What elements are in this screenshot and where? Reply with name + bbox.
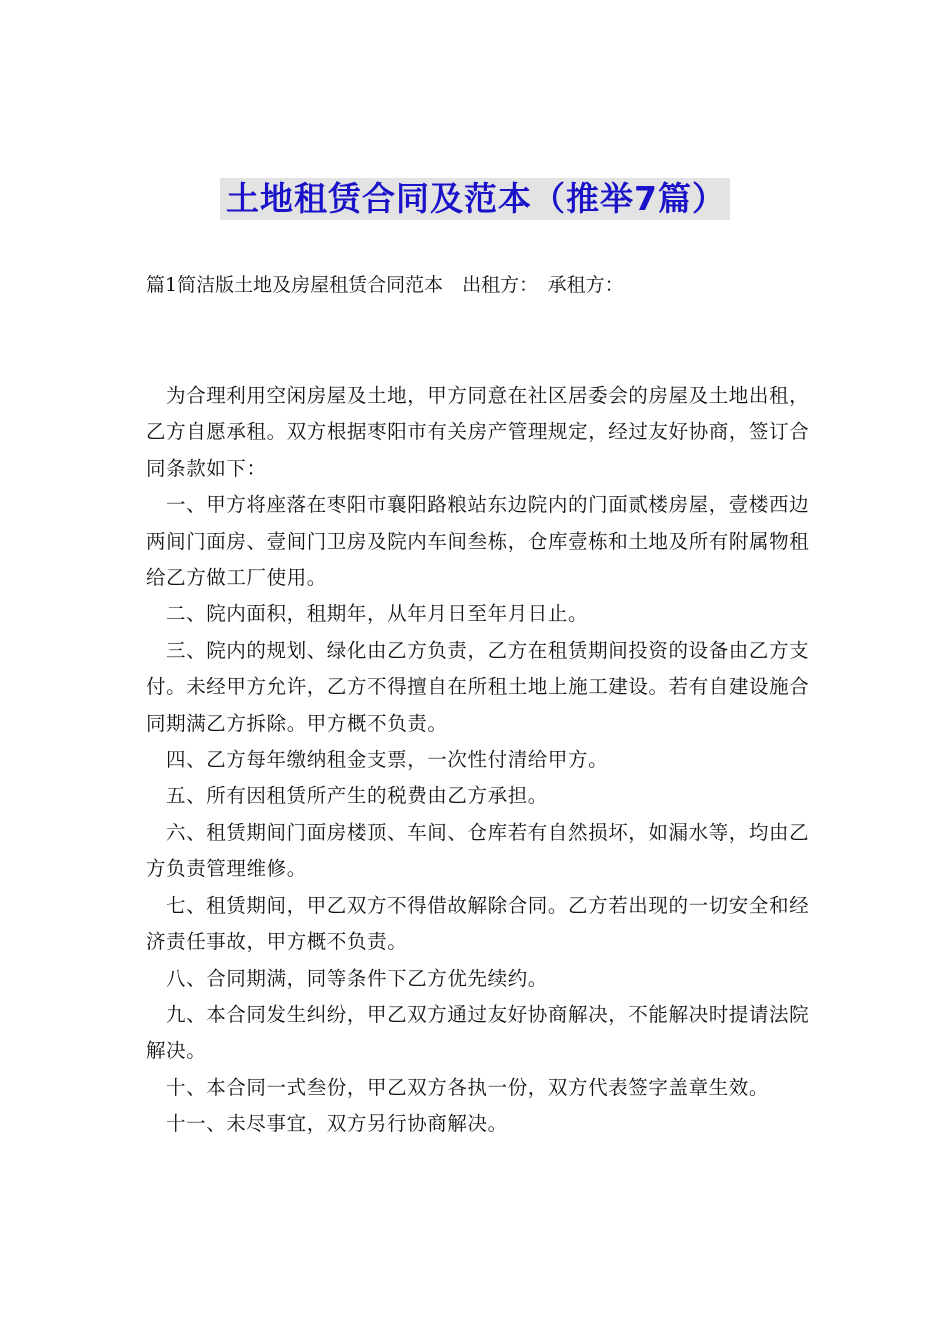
clause-8: 八、合同期满，同等条件下乙方优先续约。 bbox=[166, 966, 548, 990]
clause-4: 四、乙方每年缴纳租金支票，一次性付清给甲方。 bbox=[166, 748, 609, 772]
title-area bbox=[0, 178, 950, 220]
clause-1: 一、甲方将座落在枣阳市襄阳路粮站东边院内的门面贰楼房屋，壹楼西边两间门面房、壹间门卫房及院内车间叁栋，仓库壹栋和土地及所有附属物租给乙方做工厂使用。 bbox=[146, 493, 810, 590]
clause-6: 六、租赁期间门面房楼顶、车间、仓库若有自然损坏，如漏水等，均由乙方负责管理维修。 bbox=[146, 820, 810, 881]
clause-11: 十一、未尽事宜，双方另行协商解决。 bbox=[166, 1112, 508, 1136]
clause-10: 十、本合同一式叁份，甲乙双方各执一份，双方代表签字盖章生效。 bbox=[166, 1075, 770, 1099]
clause-7: 七、租赁期间，甲乙双方不得借故解除合同。乙方若出现的一切安全和经济责任事故，甲方概不负责。 bbox=[146, 893, 810, 954]
intro-paragraph: 为合理利用空闲房屋及土地，甲方同意在社区居委会的房屋及土地出租，乙方自愿承租。双方根据枣阳市有关房产管理规定，经过友好协商，签订合同条款如下： bbox=[146, 384, 810, 480]
clause-2: 二、院内面积，租期年，从年月日至年月日止。 bbox=[166, 602, 589, 626]
document-title: 土地租赁合同及范本（推举7篇） bbox=[220, 178, 730, 220]
document-subtitle: 篇1简洁版土地及房屋租赁合同范本 出租方： 承租方： bbox=[146, 274, 624, 296]
clause-9: 九、本合同发生纠纷，甲乙双方通过友好协商解决，不能解决时提请法院解决。 bbox=[146, 1002, 810, 1063]
document-body bbox=[146, 378, 826, 1143]
clause-5: 五、所有因租赁所产生的税费由乙方承担。 bbox=[166, 784, 548, 808]
clause-3: 三、院内的规划、绿化由乙方负责，乙方在租赁期间投资的设备由乙方支付。未经甲方允许，乙方不得擅自在所租土地上施工建设。若有自建设施合同期满乙方拆除。甲方概不负责。 bbox=[146, 638, 810, 735]
